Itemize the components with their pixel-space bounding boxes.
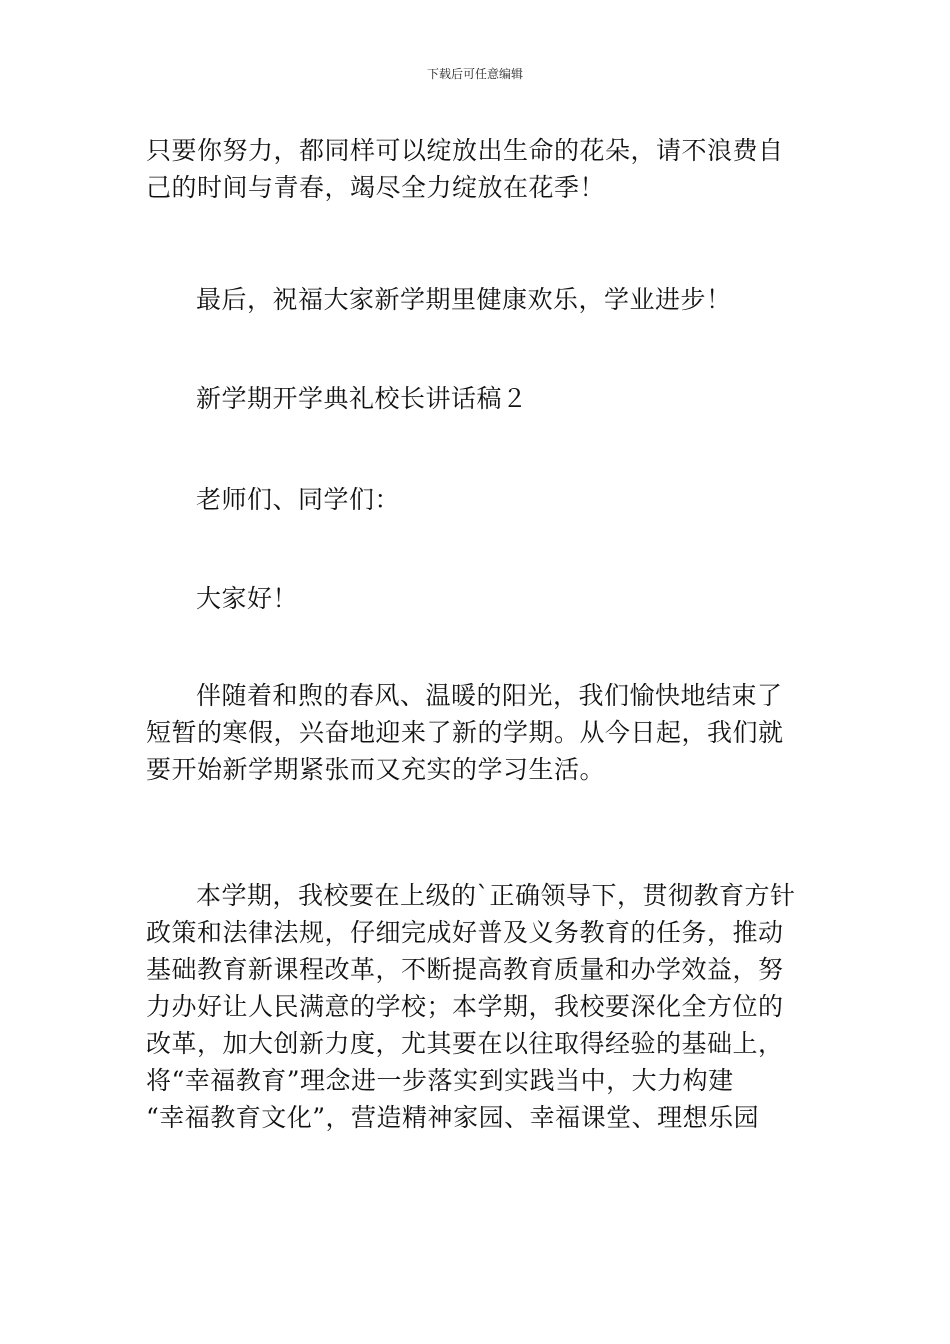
text-line: 改革，加大创新力度，尤其要在以往取得经验的基础上， (146, 1029, 784, 1058)
paragraph (146, 877, 810, 1136)
greeting (146, 580, 810, 617)
text-line: 最后，祝福大家新学期里健康欢乐，学业进步！ (196, 285, 732, 314)
section-title (146, 380, 810, 417)
text-line: 将“幸福教育”理念进一步落实到实践当中，大力构建 (146, 1066, 734, 1095)
text-line: 老师们、同学们： (196, 485, 401, 514)
paragraph (146, 132, 810, 206)
paragraph (146, 677, 810, 788)
text-line: “幸福教育文化”，营造精神家园、幸福课堂、理想乐园 (146, 1103, 760, 1132)
text-line: 己的时间与青春，竭尽全力绽放在花季！ (146, 173, 606, 202)
text-line: 短暂的寒假，兴奋地迎来了新的学期。从今日起，我们就 (146, 718, 784, 747)
page-header-note: 下载后可任意编辑 (426, 67, 523, 81)
salutation (146, 481, 810, 518)
text-line: 伴随着和煦的春风、温暖的阳光，我们愉快地结束了 (196, 681, 783, 710)
paragraph (146, 281, 810, 318)
text-line: 政策和法律法规，仔细完成好普及义务教育的任务，推动 (146, 918, 784, 947)
text-line: 新学期开学典礼校长讲话稿２ (196, 384, 528, 413)
text-line: 只要你努力，都同样可以绽放出生命的花朵，请不浪费自 (146, 136, 784, 165)
text-line: 大家好！ (196, 584, 299, 613)
text-line: 基础教育新课程改革，不断提高教育质量和办学效益，努 (146, 955, 784, 984)
text-line: 本学期，我校要在上级的`正确领导下，贯彻教育方针 (196, 881, 796, 910)
text-line: 力办好让人民满意的学校；本学期，我校要深化全方位的 (146, 992, 784, 1021)
text-line: 要开始新学期紧张而又充实的学习生活。 (146, 755, 606, 784)
